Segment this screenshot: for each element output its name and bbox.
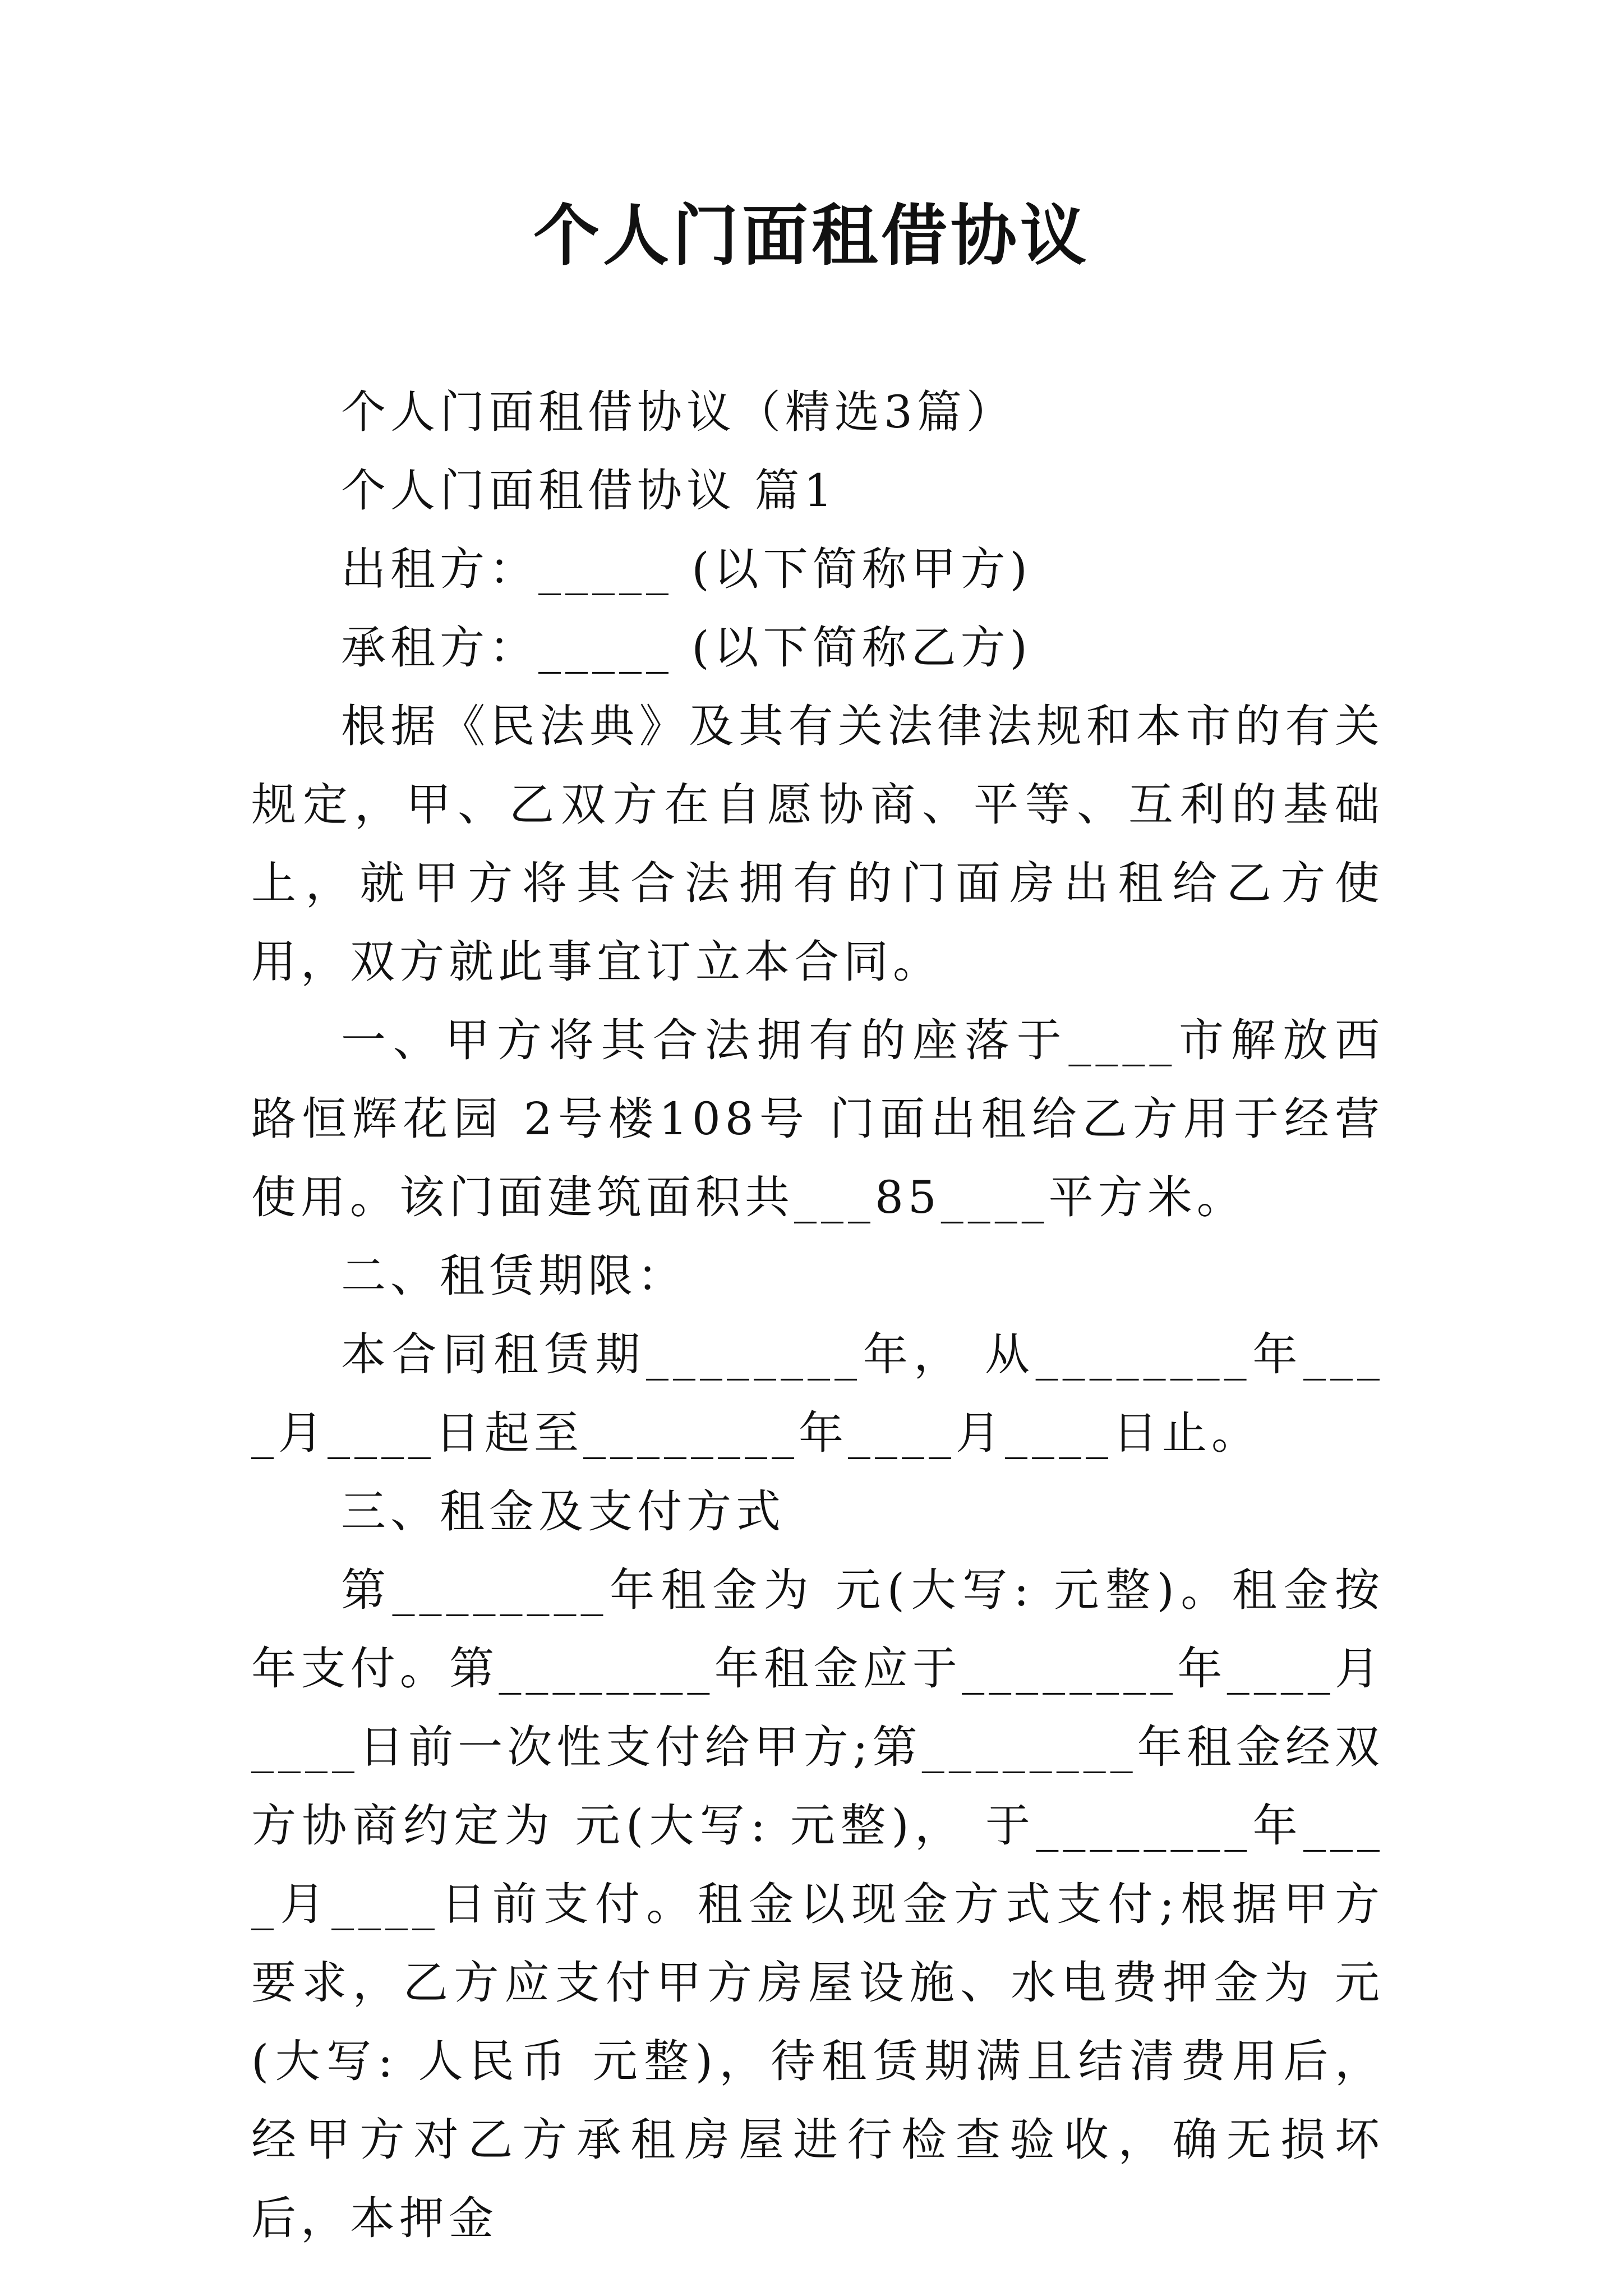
paragraph-subtitle: 个人门面租借协议（精选3篇） (341, 386, 1016, 438)
document-title: 个人门面租借协议 (533, 196, 1090, 274)
document-body (251, 373, 1384, 2258)
paragraph-clause-2-heading: 二、租赁期限： (341, 1250, 686, 1302)
paragraph-clause-1: 一、甲方将其合法拥有的座落于____市解放西路恒辉花园 2号楼108号 门面出租给乙方用于经营使用。该门面建筑面积共___85____平方米。 (251, 1014, 1384, 1223)
paragraph-heading: 个人门面租借协议 篇1 (341, 464, 837, 517)
paragraph-lessee: 承租方：_____ (以下简称乙方) (341, 622, 1032, 674)
paragraph-preamble: 根据《民法典》及其有关法律法规和本市的有关规定，甲、乙双方在自愿协商、平等、互利的基础上，就甲方将其合法拥有的门面房出租给乙方使用，双方就此事宜订立本合同。 (251, 700, 1384, 988)
paragraph-lease-term: 本合同租赁期________年， 从________年____月____日起至________年____月____日止。 (251, 1328, 1384, 1459)
paragraph-rent-payment: 第________年租金为 元(大写: 元整)。租金按年支付。第________年租金应于________年____月____日前一次性支付给甲方;第________年租金经双方协商约定为 元(大写: 元整)， 于________年____月____日前支付。租金以现金方式支付;根据甲方要求，乙方应支付甲方房屋设施、水电费押金为 元(大写: 人民币 元整)，待租赁期满且结清费用后，经甲方对乙方承租房屋进行检查验收，确无损坏后，本押金 (251, 1564, 1384, 2244)
paragraph-lessor: 出租方：_____ (以下简称甲方) (341, 543, 1032, 595)
paragraph-clause-3-heading: 三、租金及支付方式 (341, 1485, 785, 1538)
